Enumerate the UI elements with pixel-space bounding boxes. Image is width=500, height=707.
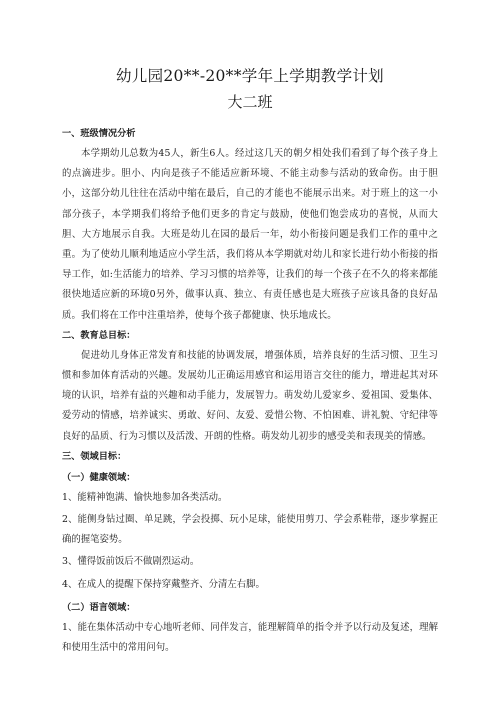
- list-item: 1、能在集体活动中专心地听老师、同伴发言，能理解简单的指令并予以行动及复述，理解和使用生活中的常用问句。: [62, 621, 438, 654]
- paragraph-overall-goals: 促进幼儿身体正常发育和技能的协调发展，增强体质，培养良好的生活习惯、卫生习惯和参加体育活动的兴趣。发展幼儿正确运用感官和运用语言交往的能力，增进起其对环境的认识，培养有益的兴趣和动手能力，发展智力。萌发幼儿爱家乡、爱祖国、爱集体、爱劳动的情感，培养诚实、勇敢、好问、友爱、爱惜公物、不怕困难、讲礼貌、守纪律等良好的品质、行为习惯以及活泼、开朗的性格。萌发幼儿初步的感受美和表现美的情感。: [62, 349, 438, 442]
- section-heading-class-analysis: 一、班级情况分析: [62, 128, 136, 139]
- list-item: 3、懂得饭前饭后不做剧烈运动。: [62, 556, 200, 568]
- document-title: 幼儿园20**-20**学年上学期教学计划: [116, 67, 384, 85]
- list-item: 2、能侧身钻过圈、单足跳，学会投掷、玩小足球，能使用剪刀、学会系鞋带，逐步掌握正确的握笔姿势。: [62, 514, 438, 546]
- subheading-health: （一）健康领域：: [62, 471, 136, 483]
- class-name: 大二班: [227, 93, 273, 111]
- list-item: 4、在成人的提醒下保持穿戴整齐、分清左右脚。: [62, 578, 265, 590]
- list-item: 1、能精神饱满、愉快地参加各类活动。: [62, 491, 228, 503]
- section-heading-domain-goals: 三、领域目标：: [62, 450, 127, 462]
- subheading-language: （二）语言领域：: [62, 601, 136, 613]
- section-heading-overall-goals: 二、教育总目标：: [62, 329, 136, 341]
- paragraph-class-analysis: 本学期幼儿总数为45人，新生6人。经过这几天的朝夕相处我们看到了每个孩子身上的点滴进步。胆小、内向是孩子不能适应新环境、不能主动参与活动的致命伤。由于胆小，这部分幼儿往往在活动中缩在最后，自己的才能也不能展示出来。对于班上的这一小部分孩子，本学期我们将给予他们更多的肯定与鼓励，使他们饱尝成功的喜悦，从而大胆、大方地展示自我。大班是幼儿在园的最后一年，幼小衔接问题是我们工作的重中之重。为了使幼儿顺利地适应小学生活，我们将从本学期就对幼儿和家长进行幼小衔接的指导工作，如:生活能力的培养、学习习惯的培养等，让我们的每一个孩子在不久的将来都能很快地适应新的环境0另外，做事认真、独立、有责任感也是大班孩子应该具备的良好品质。我们将在工作中注重培养，使每个孩子都健康、快乐地成长。: [62, 148, 438, 321]
